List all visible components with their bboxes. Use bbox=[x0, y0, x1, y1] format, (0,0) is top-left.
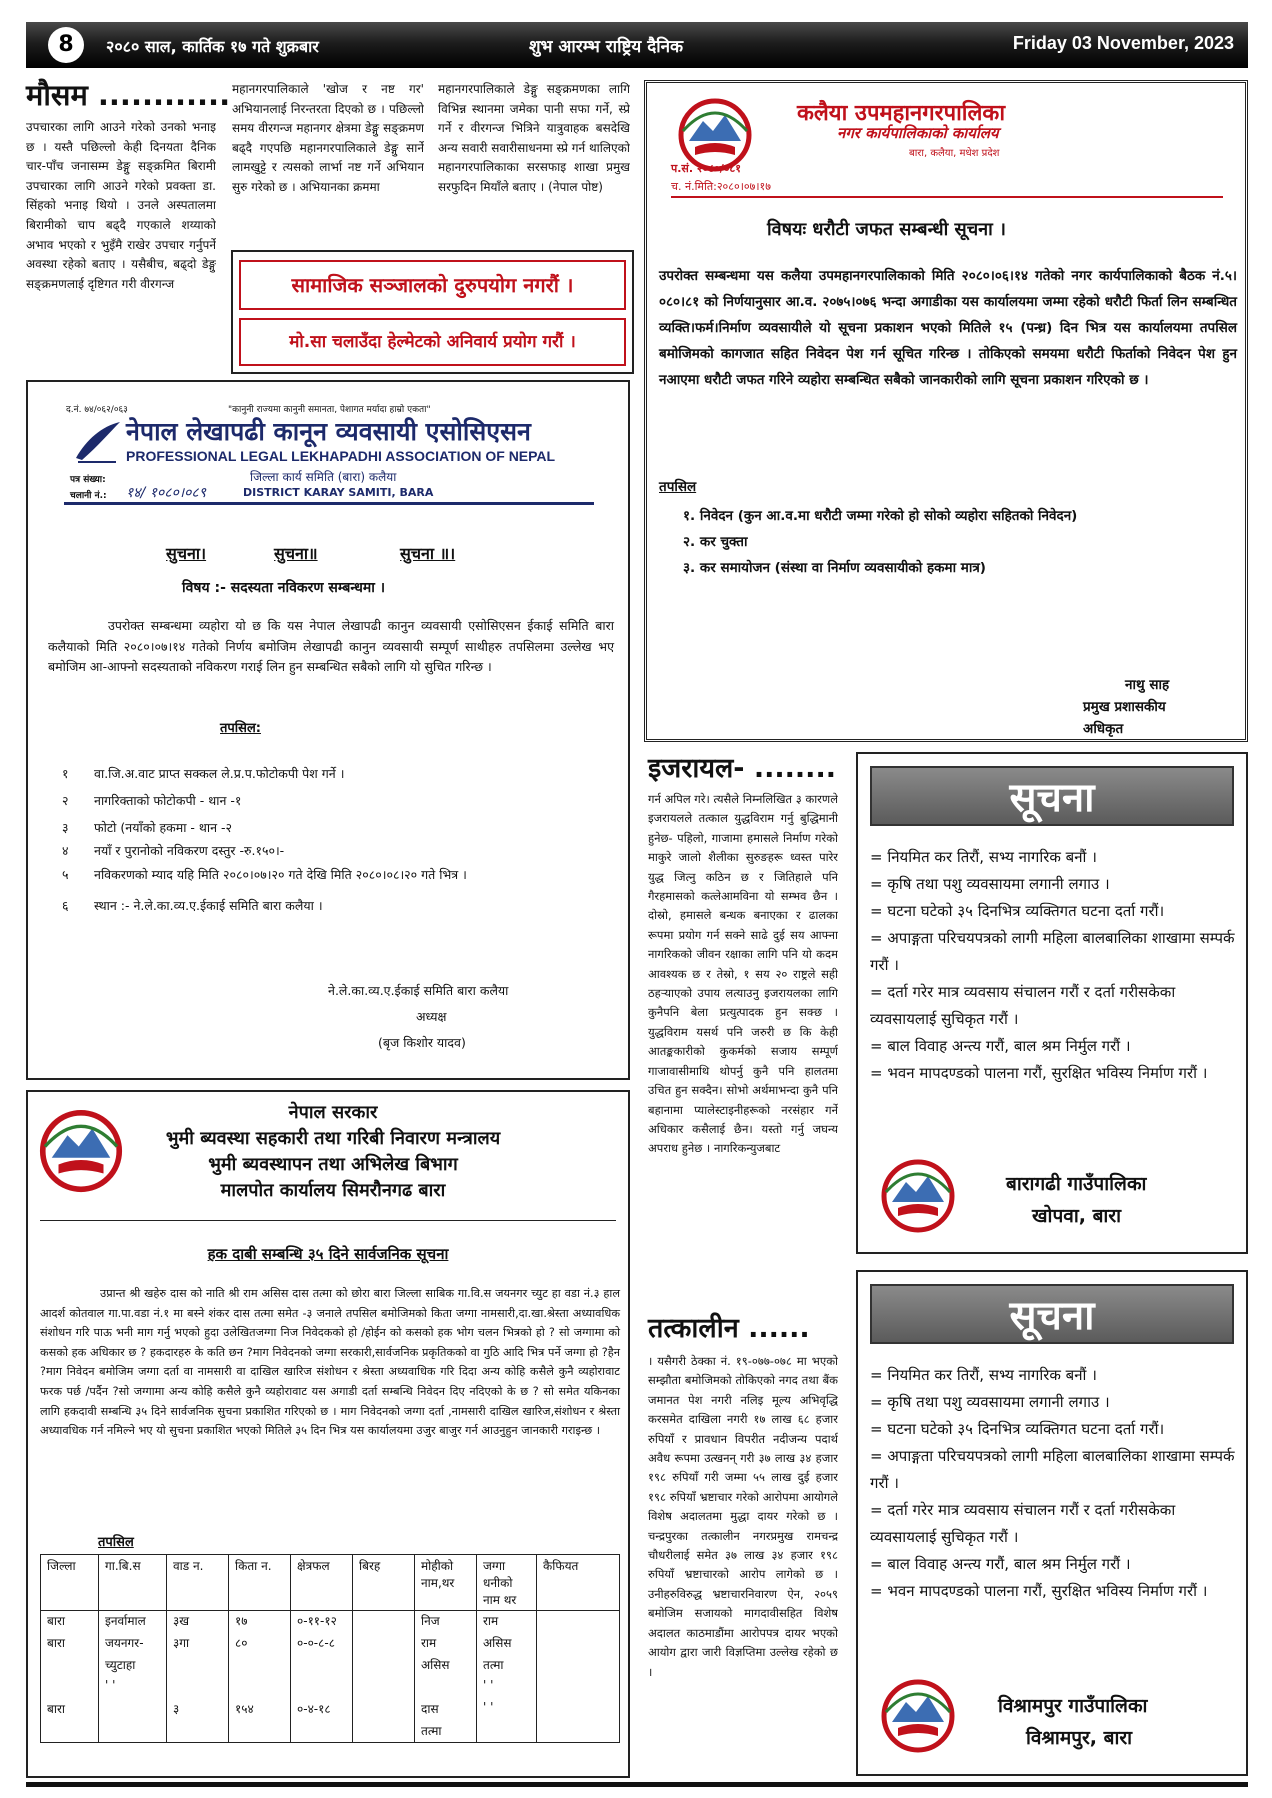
table-cell: तत्मा bbox=[477, 1655, 537, 1677]
notice-item: = बाल विवाह अन्त्य गरौं, बाल श्रम निर्मुल गरौं । bbox=[870, 1555, 1131, 1573]
table-cell bbox=[537, 1699, 620, 1721]
column-header: बिरह bbox=[353, 1555, 415, 1611]
table-cell: असिस bbox=[477, 1633, 537, 1655]
notice-item: = अपाङ्गता परिचयपत्रको लागी महिला बालबालिका शाखामा सम्पर्क गरौं । bbox=[870, 929, 1235, 974]
notice-item: = दर्ता गरेर मात्र व्यवसाय संचालन गरौं र दर्ता गरीसकेका व्यवसायलाई सुचिकृत गरौं । bbox=[870, 1501, 1176, 1546]
tapsil-item bbox=[62, 814, 622, 841]
patra-sankhya: प.सं. २०८०/०८१ bbox=[671, 162, 741, 175]
signatory-title: प्रमुख प्रशासकीय bbox=[1083, 699, 1166, 715]
column-header: किता न. bbox=[229, 1555, 291, 1611]
association-motto: "कानुनी राज्यमा कानुनी समानता, पेशागत मर्यादा हाम्रो एकता" bbox=[228, 405, 431, 415]
letterhead-divider bbox=[671, 196, 1223, 198]
notice-body: उपरोक्त सम्बन्धमा यस कलैया उपमहानगरपालिकाको मिति २०८०।०६।१४ गतेको नगर कार्यपालिकाको बैठक नं.५।०८०।८१ को निर्णयानुसार आ.व. २०७५।०७६ भन्दा अगाडीका यस कार्यालयमा जम्मा रहेको धरौटी फिर्ता लिन सम्बन्धित व्यक्ति।फर्म।निर्माण व्यवसायीले यो सूचना प्रकाशन भएको मितिले १५ (पन्ध्र) दिन भित्र यस कार्यालयमा तपसिल बमोजिमको कागजात सहित निवेदन पेश गर्न सूचित गरिन्छ । तोकिएको समयमा धरौटी फिर्ताको निवेदन पेश हुन नआएमा धरौटी जफत गरिने व्यहोरा सम्बन्धित सबैको जानकारीको लागि सूचना प्रकाशन गरिएको छ । bbox=[659, 268, 1237, 388]
nepal-government-emblem-icon bbox=[36, 1108, 126, 1194]
notice-heading: सूचना bbox=[870, 1284, 1234, 1344]
table-cell bbox=[353, 1633, 415, 1655]
table-row bbox=[41, 1721, 620, 1743]
table-cell bbox=[353, 1721, 415, 1743]
notice-box-bishrampur bbox=[856, 1270, 1248, 1776]
table-cell bbox=[41, 1655, 99, 1677]
notice-subject: हक दाबी सम्बन्धि ३५ दिने सार्वजनिक सूचना bbox=[207, 1245, 449, 1263]
table-cell: जयनगर- bbox=[99, 1633, 167, 1655]
suchana-label-2: सुचना॥ bbox=[274, 544, 318, 563]
kalaiya-notice bbox=[644, 80, 1248, 742]
table-cell bbox=[167, 1721, 229, 1743]
table-row bbox=[41, 1633, 620, 1655]
letterhead-divider bbox=[64, 502, 594, 505]
table-cell: असिस bbox=[415, 1655, 477, 1677]
tapsil-item bbox=[62, 892, 622, 919]
table-cell: दास bbox=[415, 1699, 477, 1721]
table-header-row bbox=[41, 1555, 620, 1611]
table-cell bbox=[353, 1699, 415, 1721]
signatory-organization: ने.ले.का.व्य.ए.ईकाई समिति बारा कलैया bbox=[328, 983, 509, 998]
table-cell: १७ bbox=[229, 1611, 291, 1633]
government-line: नेपाल सरकार bbox=[288, 1102, 378, 1123]
chalani-number-handwritten: १४/ १०८०।०८९ bbox=[126, 485, 206, 501]
notice-item: = कृषि तथा पशु व्यवसायमा लगानी लगाउ । bbox=[870, 1393, 1110, 1411]
notice-item: = कृषि तथा पशु व्यवसायमा लगानी लगाउ । bbox=[870, 875, 1110, 893]
item-text: नागरिक्ताको फोटोकपी - थान -१ bbox=[94, 793, 242, 808]
notice-box-baragadhi bbox=[856, 752, 1248, 1254]
weather-heading: मौसम ............ bbox=[26, 78, 231, 112]
committee-nepali: जिल्ला कार्य समिति (बारा) कलैया bbox=[250, 470, 397, 484]
lekhapadhi-notice bbox=[26, 380, 630, 1080]
table-cell bbox=[229, 1677, 291, 1699]
signatory-name: नाथु साह bbox=[1125, 677, 1170, 693]
table-cell: बारा bbox=[41, 1611, 99, 1633]
table-cell bbox=[99, 1721, 167, 1743]
table-cell: ०-११-१२ bbox=[291, 1611, 353, 1633]
notice-item: = नियमित कर तिरौं, सभ्य नागरिक बनौं । bbox=[870, 848, 1097, 866]
notice-item: = भवन मापदण्डको पालना गरौं, सुरक्षित भविस्य निर्माण गरौं । bbox=[870, 1582, 1208, 1600]
israel-heading: इजरायल- ........ bbox=[648, 753, 836, 784]
municipality-place: खोपवा, बारा bbox=[1032, 1205, 1122, 1227]
table-cell bbox=[353, 1655, 415, 1677]
tapsil-item bbox=[62, 787, 622, 814]
municipality-name: बारागढी गाउँपालिका bbox=[1006, 1173, 1147, 1195]
tapsil-item: १. निवेदन (कुन आ.व.मा धरौटी जम्मा गरेको हो सोको व्यहोरा सहितको निवेदन) bbox=[683, 508, 1078, 524]
divider bbox=[40, 1220, 616, 1221]
weather-text-col1: उपचारका लागि आउने गरेको उनको भनाइ छ । यस्तै पछिल्लो केही दिनयता दैनिक चार-पाँच जनासम्म डेङ्गु सङ्क्रमित बिरामी उपचारका लागि आउने गरेको प्रवक्ता डा. सिंहको भनाइ थियो । उनले अस्पतालमा बिरामीको चाप बढ्दै गएकाले शय्याको अभाव भएको र भुइँमै राखेर उपचार गर्नुपर्ने अवस्था रहेको बताए । यसैबीच, बढ्दो डेङ्गु सङ्क्रमणलाई दृष्टिगत गरी वीरगन्ज bbox=[26, 120, 216, 291]
notice-body: उप्रान्त श्री खहेरु दास को नाति श्री राम असिस दास तत्मा को छोरा बारा जिल्ला साबिक गा.वि.स जयनगर च्युट हा वडा नं.३ हाल आदर्श कोतवाल गा.पा.वडा नं.१ मा बस्ने शंकर दास तत्मा समेत -३ जनाले तपसिल बमोजिमको किता जग्गा नामसारी,दा.खा.श्रेस्ता अध्यावधिक संशोधन गरि पाऊ भनी माग गर्नु भएको हुदा उलेखितजग्गा निज निवेदकको हो /होईन को कसको हक भोग चलन भित्रको हो ? सो जग्गामा को कसको हक अधिकार छ ? हकदारहरु के कति छन ?माग निवेदनको जग्गा सरकारी,सार्वजनिक प्रकृतिकको वा गुठि आदि भित्र पर्ने जग्गा हो ?हैन ?माग निवेदन बमोजिम जग्गा दर्ता वा नामसारी वा दाखिल खारिज संशोधन र श्रेस्ता अध्यवाधिक गरि दिदा अन्य कोहि कसैले कुनै व्यहोरावाट फरक पर्छ /पर्दैन ?सो जग्गामा अन्य कोहि कसैले कुनै व्यहोरावाट यस अगाडी दर्ता सम्बन्धि निवेदन दिए नदिएको के छ ? सो समेत यकिनका लागि हकदावी सम्बन्धि ३५ दिने सार्वजनिक सुचना प्रकाशित गरिएको छ । माग निवेदनको जग्गा दर्ता ,नामसारी दाखिल खारिज,संशोधन र श्रेस्ता अध्यावधिक गर्न नमिल्ने भए यो सुचना प्रकाशित भएको मितिले ३५ दिन भित्र यस कार्यालयमा उजुर बाजुर गर्न आउनुहुन जानकारी गराइन्छ । bbox=[40, 1287, 620, 1438]
notice-subject: विषय :- सदस्यता नविकरण सम्बन्धमा । bbox=[182, 580, 386, 596]
table-cell: तत्मा bbox=[415, 1721, 477, 1743]
notice-subject: विषयः धरौटी जफत सम्बन्धी सूचना । bbox=[767, 219, 1006, 240]
tapsil-item: ३. कर समायोजन (संस्था वा निर्माण व्यवसायीको हकमा मात्र) bbox=[683, 560, 986, 576]
paper-name: शुभ आरम्भ राष्ट्रिय दैनिक bbox=[529, 37, 684, 57]
table-cell: ०-४-१८ bbox=[291, 1699, 353, 1721]
notice-item: = घटना घटेको ३५ दिनभित्र व्यक्तिगत घटना दर्ता गरौं। bbox=[870, 902, 1165, 920]
table-body bbox=[41, 1611, 620, 1743]
table-row bbox=[41, 1699, 620, 1721]
table-cell bbox=[99, 1699, 167, 1721]
table-cell: ' ' bbox=[477, 1699, 537, 1721]
table-cell: ' ' bbox=[477, 1677, 537, 1699]
municipality-name: कलैया उपमहानगरपालिका bbox=[797, 101, 1006, 126]
land-table bbox=[40, 1554, 620, 1743]
association-name-nepali: नेपाल लेखापढी कानून व्यवसायी एसोसिएसन bbox=[126, 417, 531, 446]
nepali-date: २०८० साल, कार्तिक १७ गते शुक्रबार bbox=[106, 37, 319, 56]
suchana-label-3: सुचना ॥। bbox=[400, 544, 456, 563]
notice-body: उपरोक्त सम्बन्धमा व्यहोरा यो छ कि यस नेपाल लेखापढी कानुन व्यवसायी एसोसिएसन ईकाई समिति बारा कलैयाको मिति २०८०।०७।१४ गतेको निर्णय बमोजिम लेखापढी कानुन व्यवसायी सम्पूर्ण साथीहरु तपसिलमा उल्लेख भए बमोजिम आ-आफ्नो सदस्यताको नविकरण गराई लिन हुन सम्बन्धित सबैको लागि यो सुचित गरिन्छ । bbox=[48, 618, 614, 674]
masthead bbox=[26, 22, 1248, 68]
malpot-notice bbox=[26, 1090, 630, 1778]
tapsil-item bbox=[62, 760, 622, 787]
tapsil-label: तपसिल bbox=[98, 1535, 134, 1550]
suchana-label-1: सुचना। bbox=[166, 544, 207, 563]
tapsil-label: तपसिल: bbox=[220, 721, 261, 736]
signatory-name: (बृज किशोर यादव) bbox=[378, 1035, 466, 1050]
slogan-social-media: सामाजिक सञ्जालको दुरुपयोग नगरौं । bbox=[239, 260, 626, 310]
table-cell: ३ bbox=[167, 1699, 229, 1721]
column-header: वाड न. bbox=[167, 1555, 229, 1611]
page-number: 8 bbox=[48, 27, 84, 63]
municipality-place: विश्रामपुर, बारा bbox=[1026, 1727, 1133, 1749]
tapsil-item bbox=[62, 841, 622, 861]
chalani-date: च. नं.मिति:२०८०।०७।१७ bbox=[671, 180, 771, 193]
table-cell bbox=[167, 1677, 229, 1699]
english-date: Friday 03 November, 2023 bbox=[1012, 33, 1234, 53]
item-text: नयाँ र पुरानोको नविकरण दस्तुर -रु.१५०।- bbox=[94, 843, 285, 858]
item-number: २ bbox=[62, 793, 69, 808]
notice-item: = अपाङ्गता परिचयपत्रको लागी महिला बालबालिका शाखामा सम्पर्क गरौं । bbox=[870, 1447, 1235, 1492]
table-cell bbox=[537, 1633, 620, 1655]
item-number: ५ bbox=[62, 867, 69, 882]
table-cell bbox=[291, 1655, 353, 1677]
column-header: क्षेत्रफल bbox=[291, 1555, 353, 1611]
item-number: ४ bbox=[62, 843, 69, 858]
item-text: स्थान :- ने.ले.का.व्य.ए.ईकाई समिति बारा कलैया । bbox=[94, 898, 323, 913]
item-text: वा.जि.अ.वाट प्राप्त सक्कल ले.प्र.प.फोटोकपी पेश गर्ने । bbox=[94, 766, 345, 781]
table-cell: ८० bbox=[229, 1633, 291, 1655]
registration-number: द.नं. ७४/०६२/०६३ bbox=[66, 405, 128, 415]
notice-list bbox=[870, 844, 1238, 1087]
column-header: मोहीको नाम,थर bbox=[415, 1555, 477, 1611]
nepal-government-emblem-icon bbox=[878, 1158, 958, 1234]
notice-item: = घटना घटेको ३५ दिनभित्र व्यक्तिगत घटना दर्ता गरौं। bbox=[870, 1420, 1165, 1438]
table-cell: १५४ bbox=[229, 1699, 291, 1721]
table-cell: च्युटाहा bbox=[99, 1655, 167, 1677]
table-cell bbox=[167, 1655, 229, 1677]
notice-heading: सूचना bbox=[870, 766, 1234, 826]
table-row bbox=[41, 1655, 620, 1677]
table-cell: राम bbox=[477, 1611, 537, 1633]
office-address: बारा, कलैया, मधेश प्रदेश bbox=[909, 148, 1000, 159]
column-header: कैफियत bbox=[537, 1555, 620, 1611]
slogan-box bbox=[231, 250, 634, 374]
item-number: १ bbox=[62, 766, 69, 781]
column-header: जग्गा धनीको नाम थर bbox=[477, 1555, 537, 1611]
notice-item: = नियमित कर तिरौं, सभ्य नागरिक बनौं । bbox=[870, 1366, 1097, 1384]
tatkalin-heading: तत्कालीन ...... bbox=[648, 1313, 810, 1344]
tapsil-list bbox=[683, 503, 1173, 581]
table-cell: बारा bbox=[41, 1633, 99, 1655]
table-cell bbox=[415, 1677, 477, 1699]
signatory-title: अध्यक्ष bbox=[416, 1009, 447, 1024]
office-name: नगर कार्यपालिकाको कार्यालय bbox=[837, 124, 999, 142]
municipality-name: विश्रामपुर गाउँपालिका bbox=[998, 1695, 1148, 1717]
item-number: ३ bbox=[62, 820, 69, 835]
table-row bbox=[41, 1611, 620, 1633]
tapsil-item bbox=[62, 861, 622, 888]
notice-list bbox=[870, 1362, 1238, 1605]
table-cell: बारा bbox=[41, 1699, 99, 1721]
ministry-line: भुमी ब्यवस्था सहकारी तथा गरिबी निवारण मन्त्रालय bbox=[165, 1128, 501, 1149]
weather-text-col3: महानगरपालिकाले डेङ्गु सङ्क्रमणका लागि विभिन्न स्थानमा जमेका पानी सफा गर्ने, स्प्रे गर्ने र वीरगन्ज भित्रिने यात्रुवाहक बसदेखि अन्य सवारी सवारीसाधनमा स्प्रे गर्न थालिएको महानगरपालिकाका सरसफाइ शाखा प्रमुख सरफुदिन मियाँले बताए । (नेपाल पोष्ट) bbox=[438, 82, 630, 194]
table-cell bbox=[41, 1677, 99, 1699]
table-row bbox=[41, 1677, 620, 1699]
table-cell bbox=[229, 1721, 291, 1743]
table-cell bbox=[353, 1611, 415, 1633]
table-cell: ३गा bbox=[167, 1633, 229, 1655]
table-cell: राम bbox=[415, 1633, 477, 1655]
column-header: जिल्ला bbox=[41, 1555, 99, 1611]
table-cell: इनर्वामाल bbox=[99, 1611, 167, 1633]
weather-text-col2: महानगरपालिकाले 'खोज र नष्ट गर' अभियानलाई निरन्तरता दिएको छ । पछिल्लो समय वीरगन्ज महानगर क्षेत्रमा डेङ्गु सङ्क्रमण बढ्दै गएपछि महानगरपालिकाले डेङ्गु सार्ने लामखुट्टे र त्यसको लार्भा नष्ट गर्ने अभियान सुरु गरेको छ । अभियानका क्रममा bbox=[232, 82, 424, 194]
item-text: फोटो (नयाँको हकमा - थान -२ bbox=[94, 820, 233, 835]
item-text: नविकरणको म्याद यहि मिति २०८०।०७।२० गते देखि मिति २०८०।०८।२० गते भित्र । bbox=[94, 867, 467, 882]
table-cell bbox=[537, 1655, 620, 1677]
tapsil-label: तपसिल bbox=[659, 479, 697, 495]
signatory-title-2: अधिकृत bbox=[1083, 721, 1124, 737]
tapsil-list bbox=[62, 760, 622, 919]
notice-item: = बाल विवाह अन्त्य गरौं, बाल श्रम निर्मुल गरौं । bbox=[870, 1037, 1131, 1055]
item-number: ६ bbox=[62, 898, 69, 913]
nepal-government-emblem-icon bbox=[878, 1678, 958, 1754]
table-cell bbox=[537, 1677, 620, 1699]
patra-sankhya-label: पत्र संख्या: bbox=[70, 475, 106, 485]
chalani-label: चलानी नं.: bbox=[70, 491, 107, 501]
table-cell: ०-०-८-८ bbox=[291, 1633, 353, 1655]
office-line: मालपोत कार्यालय सिमरौनगढ बारा bbox=[220, 1180, 446, 1201]
notice-item: = दर्ता गरेर मात्र व्यवसाय संचालन गरौं र दर्ता गरीसकेका व्यवसायलाई सुचिकृत गरौं । bbox=[870, 983, 1176, 1028]
table-cell bbox=[537, 1611, 620, 1633]
table-cell bbox=[291, 1677, 353, 1699]
column-header: गा.बि.स bbox=[99, 1555, 167, 1611]
table-cell: ' ' bbox=[99, 1677, 167, 1699]
table-cell bbox=[41, 1721, 99, 1743]
table-cell: ३ख bbox=[167, 1611, 229, 1633]
table-cell: निज bbox=[415, 1611, 477, 1633]
israel-text: गर्न अपिल गरे। त्यसैले निम्नलिखित ३ कारणले इजरायलले तत्काल युद्धविराम गर्नु बुद्धिमानी हुनेछ- पहिलो, गाजामा हमासले निर्माण गरेको माकुरे जालो शैलीका सुरुङहरू ध्वस्त पारेर युद्ध जित्नु कठिन छ र जितिहाले पनि गैरहमासको कत्लेआमविना यो सम्भव छैन । दोस्रो, हमासले बन्धक बनाएका र ढालका रूपमा प्रयोग गर्न सक्ने साढे दुई सय आफ्ना नागरिकको जीवन रक्षाका लागि पनि यो कदम आवश्यक छ र तेस्रो, १ सय २० राष्ट्रले सही ठहऱ्याएको उपाय लत्याउनु इजरायलका लागि कुनैपनि बेला प्रत्युत्पादक हुन सक्छ । युद्धविराम यसर्थ पनि जरुरी छ कि केही आतङ्ककारीको कुकर्मको सजाय सम्पूर्ण गाजावासीमाथि थोपर्नु कुनै पनि हालतमा उचित हुन सक्दैन। सोभो अर्थमाभन्दा कुनै पनि बहानामा प्यालेस्टाइनीहरूको नरसंहार गर्ने अधिकार कसैलाई छैन। यस्तो गर्नु जघन्य अपराध हुनेछ । नागरिकन्युजबाट bbox=[648, 792, 838, 1156]
page-bottom-rule bbox=[26, 1782, 1248, 1787]
table-cell bbox=[353, 1677, 415, 1699]
quill-pen-icon bbox=[72, 418, 124, 466]
table-cell bbox=[537, 1721, 620, 1743]
table-cell bbox=[477, 1721, 537, 1743]
association-name-english: PROFESSIONAL LEGAL LEKHAPADHI ASSOCIATION OF NEPAL bbox=[126, 448, 556, 464]
tatkalin-text: । यसैगरी ठेक्का नं. १९-०७७-०७८ मा भएको सम्झौता बमोजिमको तोकिएको नगद तथा बैंक जमानत पेश नगरी नलिइ मूल्य अभिवृद्धि करसमेत दाखिला नगरी १७ लाख ६८ हजार रुपियाँ र प्रावधान विपरीत नदीजन्य पदार्थ अवैध रूपमा उत्खनन् गरी ३७ लाख ३४ हजार १९८ रुपियाँ गरी जम्मा ५५ लाख दुई हजार १९८ रुपियाँ भ्रष्टाचार गरेको आरोपमा आयोगले विशेष अदालतमा मुद्धा दायर गरेको छ । चन्द्रपुरका तत्कालीन नगरप्रमुख रामचन्द्र चौधरीलाई समेत ३७ लाख ३४ हजार १९८ रुपियाँ भ्रष्टाचारको आरोप लागेको छ । उनीहरुविरुद्ध भ्रष्टाचारनिवारण ऐन, २०५९ बमोजिम सजायको मागदावीसहित विशेष अदालत काठमाडौंमा आरोपपत्र दायर भएको आयोग द्वारा जारी विज्ञप्तिमा उल्लेख रहेको छ । bbox=[648, 1354, 838, 1679]
slogan-helmet: मो.सा चलाउँदा हेल्मेटको अनिवार्य प्रयोग गरौं । bbox=[239, 318, 626, 366]
tapsil-item: २. कर चुक्ता bbox=[683, 534, 748, 550]
department-line: भुमी ब्यवस्थापन तथा अभिलेख बिभाग bbox=[208, 1154, 458, 1175]
notice-item: = भवन मापदण्डको पालना गरौं, सुरक्षित भविस्य निर्माण गरौं । bbox=[870, 1064, 1208, 1082]
table-cell bbox=[229, 1655, 291, 1677]
table-cell bbox=[291, 1721, 353, 1743]
committee-english: DISTRICT KARAY SAMITI, BARA bbox=[243, 486, 434, 499]
